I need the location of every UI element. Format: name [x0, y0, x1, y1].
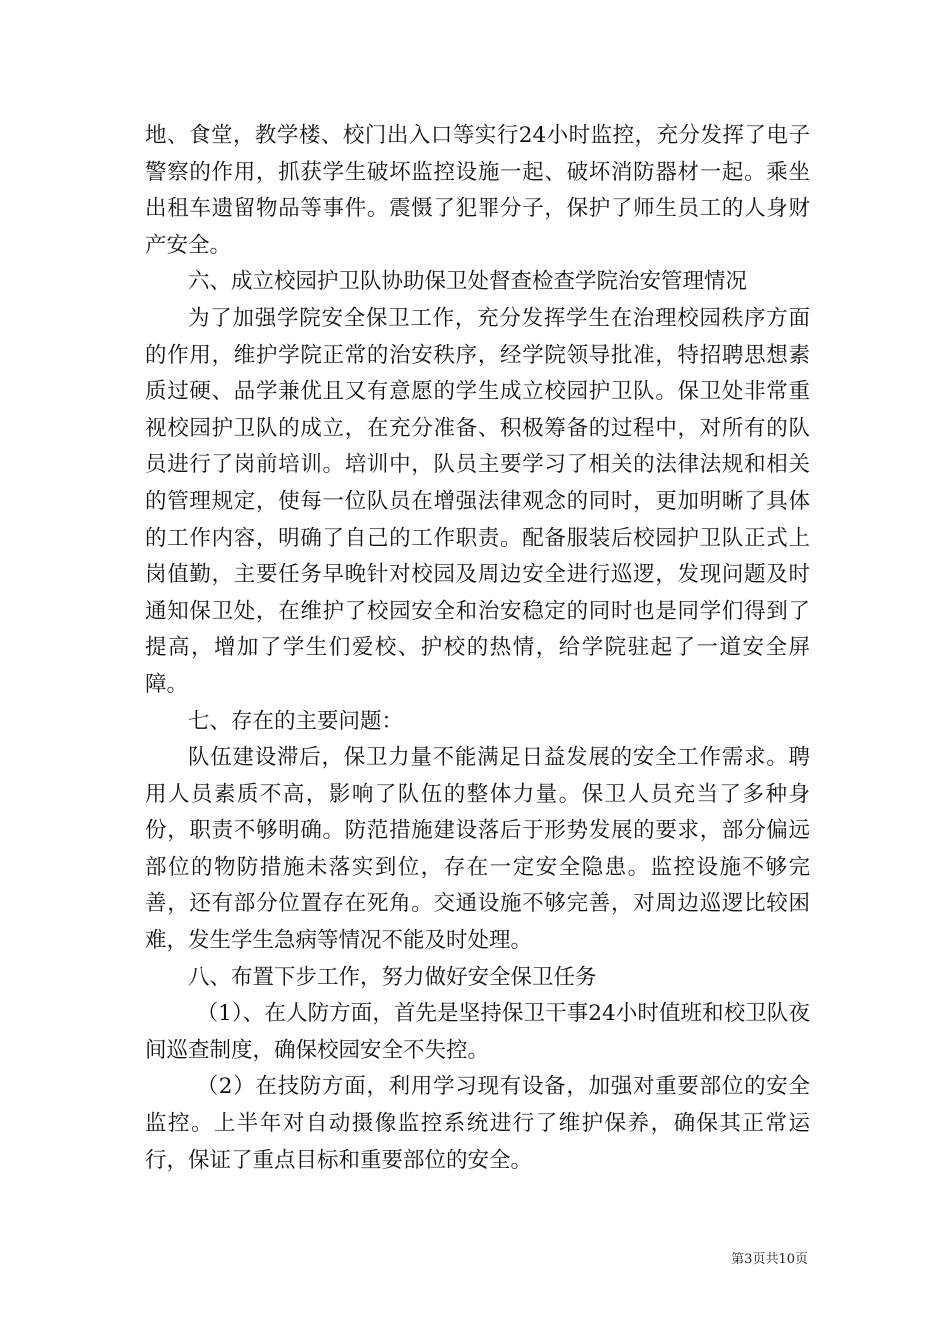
paragraph-section-seven: 队伍建设滞后，保卫力量不能满足日益发展的安全工作需求。聘用人员素质不高，影响了队伍的整体力量。保卫人员充当了多种身份，职责不够明确。防范措施建设落后于形势发展的要求，部分偏远部位的物防措施未落实到位，存在一定安全隐患。监控设施不够完善，还有部分位置存在死角。交通设施不够完善，对周边巡逻比较困难，发生学生急病等情况不能及时处理。: [145, 745, 810, 954]
heading-section-seven: 七、存在的主要问题：: [188, 708, 404, 734]
paragraph-section-six: 为了加强学院安全保卫工作，充分发挥学生在治理校园秩序方面的作用，维护学院正常的治安秩序，经学院领导批准，特招聘思想素质过硬、品学兼优且又有意愿的学生成立校园护卫队。保卫处非常重视校园护卫队的成立，在充分准备、积极筹备的过程中，对所有的队员进行了岗前培训。培训中，队员主要学习了相关的法律法规和相关的管理规定，使每一位队员在增强法律观念的同时，更加明晰了具体的工作内容，明确了自己的工作职责。配备服装后校园护卫队正式上岗值勤，主要任务早晚针对校园及周边安全进行巡逻，发现问题及时通知保卫处，在维护了校园安全和治安稳定的同时也是同学们得到了提高，增加了学生们爱校、护校的热情，给学院驻起了一道安全屏障。: [145, 305, 810, 697]
document-body: [145, 118, 810, 1179]
paragraph-section-eight-item-2: （2）在技防方面，利用学习现有设备，加强对重要部位的安全监控。上半年对自动摄像监控系统进行了维护保养，确保其正常运行，保证了重点目标和重要部位的安全。: [145, 1074, 810, 1173]
heading-section-six: 六、成立校园护卫队协助保卫处督查检查学院治安管理情况: [188, 269, 748, 295]
heading-section-eight: 八、布置下步工作，努力做好安全保卫任务: [188, 964, 597, 990]
page-number-footer: 第3页共10页: [731, 1252, 808, 1267]
paragraph-section-eight-item-1: （1）、在人防方面，首先是坚持保卫干事24小时值班和校卫队夜间巡查制度，确保校园安全不失控。: [145, 1001, 810, 1063]
paragraph-continuation: 地、食堂，教学楼、校门出入口等实行24小时监控，充分发挥了电子警察的作用，抓获学生破坏监控设施一起、破坏消防器材一起。乘坐出租车遗留物品等事件。震慑了犯罪分子，保护了师生员工的人身财产安全。: [145, 123, 810, 258]
